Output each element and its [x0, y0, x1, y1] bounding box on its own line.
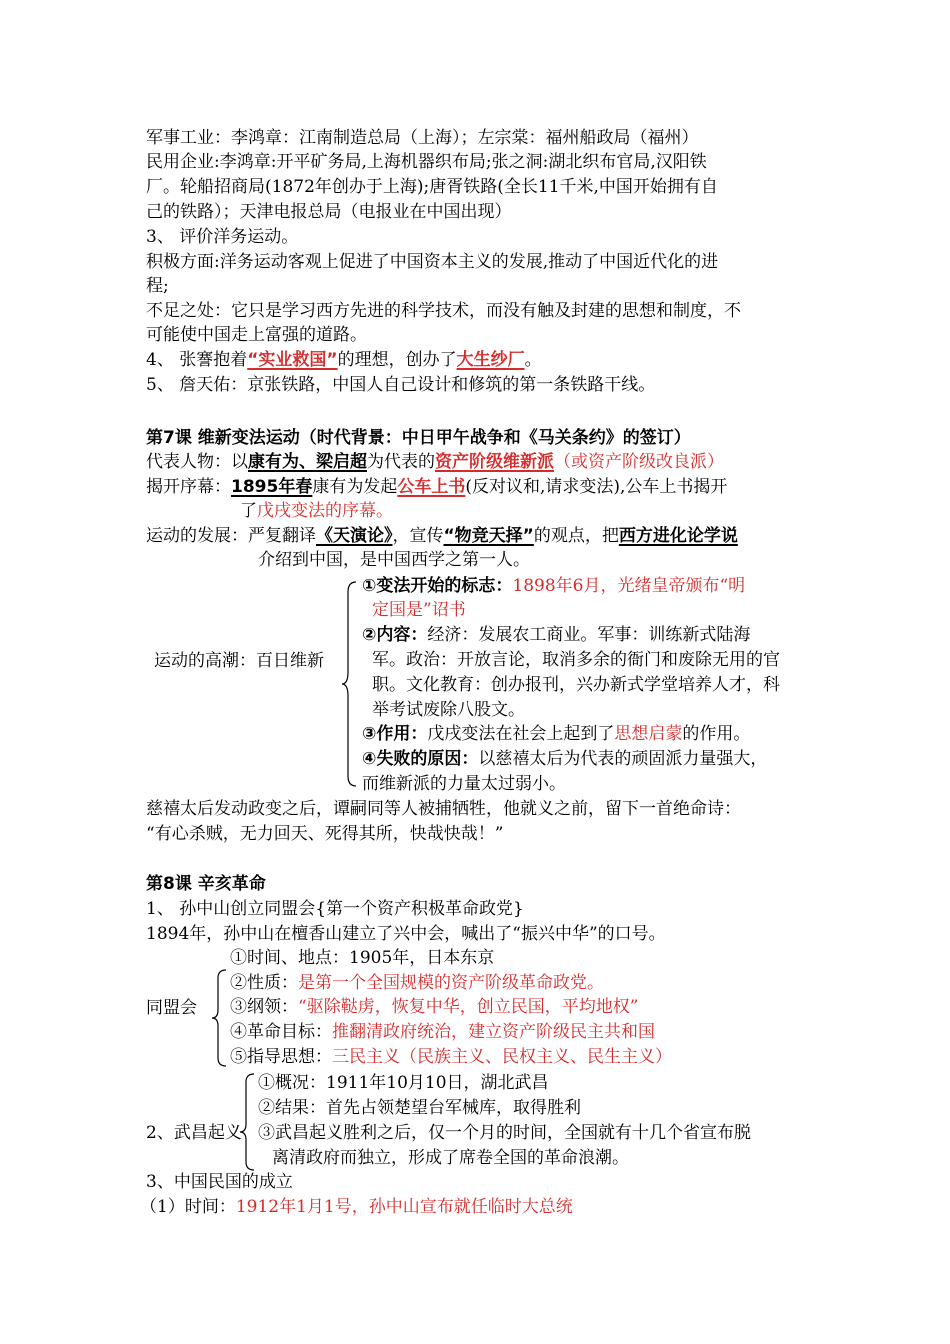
- key-term: 资产阶级维新派: [435, 452, 554, 472]
- text-line: [362, 747, 767, 771]
- text: ，宣传: [392, 526, 444, 546]
- brace-label: 2、武昌起义: [146, 1123, 242, 1143]
- text-line: 慈禧太后发动政变之后，谭嗣同等人被捕牺牲，他就义之前，留下一首绝命诗：: [146, 799, 741, 819]
- text-line: [230, 1045, 672, 1069]
- text: 4、 张謇抱着: [146, 350, 248, 370]
- text: 揭开序幕：: [146, 477, 231, 497]
- text: 。: [524, 350, 542, 370]
- text-line: 民用企业:李鸿章:开平矿务局,上海机器织布局;张之洞:湖北织布官局,汉阳铁: [146, 152, 707, 172]
- key-term: 大生纱厂: [456, 350, 525, 370]
- text-line: ①时间、地点：1905年，日本东京: [230, 948, 495, 968]
- text-line: 厂。轮船招商局(1872年创办于上海);唐胥铁路(全长11千米,中国开始拥有自: [146, 177, 718, 197]
- curly-brace: [212, 968, 228, 1068]
- text-line: [362, 623, 750, 647]
- text-line: ②结果：首先占领楚望台军械库，取得胜利: [258, 1098, 581, 1118]
- text: 的观点，把: [533, 526, 619, 546]
- text: 戊戌变法的序幕。: [257, 501, 393, 521]
- text-line: [230, 1020, 655, 1044]
- text-line: 不足之处：它只是学习西方先进的科学技术，而没有触及封建的思想和制度，不: [146, 301, 741, 321]
- item-label: ③作用：: [362, 724, 428, 744]
- text-line: 而维新派的力量太过弱小。: [362, 774, 566, 794]
- text: ⑤指导思想：: [230, 1047, 332, 1067]
- text: 三民主义（民族主义、民权主义、民生主义）: [332, 1047, 672, 1067]
- item-label: ④失败的原因：: [362, 749, 479, 769]
- text-line: 军事工业：李鸿章：江南制造总局（上海）；左宗棠：福州船政局（福州）: [146, 128, 699, 148]
- text: (反对议和,请求变法),公车上书揭开: [465, 477, 728, 497]
- text-line: 1894年，孙中山在檀香山建立了兴中会，喊出了“振兴中华”的口号。: [146, 924, 666, 944]
- brace-label: 同盟会: [146, 998, 197, 1018]
- text: 的理想，创办了: [337, 350, 457, 370]
- text-line: 举考试废除八股文。: [372, 700, 525, 720]
- lesson-title: 第8课 辛亥革命: [146, 874, 266, 894]
- curly-brace: [342, 580, 358, 788]
- curly-brace: [240, 1072, 256, 1172]
- text: 思想启蒙: [614, 724, 683, 744]
- text-line: 1、 孙中山创立同盟会{第一个资产积极革命政党}: [146, 899, 524, 919]
- key-term: “实业救国”: [247, 350, 338, 370]
- brace-label: 运动的高潮：百日维新: [154, 651, 324, 671]
- text-line: 3、 评价洋务运动。: [146, 227, 299, 247]
- text: 以慈禧太后为代表的顽固派力量强大，: [478, 749, 768, 769]
- text-line: 可能使中国走上富强的道路。: [146, 325, 367, 345]
- key-term: 公车上书: [397, 477, 466, 497]
- text-line: [362, 722, 750, 746]
- text: ③纲领：: [230, 997, 298, 1017]
- text: （或资产阶级改良派）: [554, 452, 724, 472]
- key-term: 西方进化论学说: [618, 526, 738, 546]
- key-term: “物竞天择”: [443, 526, 534, 546]
- text: （1）时间：: [140, 1197, 236, 1217]
- text: “驱除鞑虏，恢复中华，创立民国，平均地权”: [298, 997, 639, 1017]
- text: 是第一个全国规模的资产阶级革命政党。: [298, 973, 604, 993]
- text: 了: [240, 501, 257, 521]
- text: 为代表的: [367, 452, 435, 472]
- text-line: “有心杀贼，无力回天、死得其所，快哉快哉！”: [146, 824, 504, 844]
- text: ④革命目标：: [230, 1022, 332, 1042]
- text: ②性质：: [230, 973, 298, 993]
- text: 戊戌变法在社会上起到了: [427, 724, 615, 744]
- text-line: [146, 450, 724, 474]
- text-line: [146, 524, 738, 548]
- text-line: [146, 475, 727, 499]
- text-line: 3、中国民国的成立: [146, 1172, 293, 1192]
- text-line: 积极方面:洋务运动客观上促进了中国资本主义的发展,推动了中国近代化的进: [146, 252, 719, 272]
- text-line: ①概况：1911年10月10日，湖北武昌: [258, 1073, 549, 1093]
- text-line: [140, 1195, 573, 1219]
- text: 经济：发展农工商业。军事：训练新式陆海: [427, 625, 751, 645]
- text: 代表人物：以: [146, 452, 248, 472]
- text-line: [240, 499, 393, 523]
- text-line: [146, 348, 542, 372]
- lesson-title: 第7课 维新变法运动（时代背景：中日甲午战争和《马关条约》的签订）: [146, 428, 691, 448]
- text-line: [362, 574, 745, 598]
- text: 的作用。: [682, 724, 751, 744]
- item-label: ①变法开始的标志：: [362, 576, 513, 596]
- key-term: 康有为、梁启超: [248, 452, 367, 472]
- text-line: 军。政治：开放言论，取消多余的衙门和废除无用的官: [372, 650, 780, 670]
- text: 1898年6月，光绪皇帝颁布“明: [512, 576, 746, 596]
- text: 推翻清政府统治，建立资产阶级民主共和国: [332, 1022, 655, 1042]
- text-line: [230, 995, 638, 1019]
- text-line: 职。文化教育：创办报刊，兴办新式学堂培养人才，科: [372, 675, 780, 695]
- text: 康有为发起: [312, 477, 398, 497]
- text: 1912年1月1号，孙中山宣布就任临时大总统: [235, 1197, 573, 1217]
- text-line: 定国是”诏书: [372, 600, 466, 620]
- text: 运动的发展：严复翻译: [146, 526, 316, 546]
- text-line: 离清政府而独立，形成了席卷全国的革命浪潮。: [272, 1148, 629, 1168]
- text-line: 5、 詹天佑：京张铁路，中国人自己设计和修筑的第一条铁路干线。: [146, 375, 656, 395]
- key-term: 《天演论》: [316, 526, 393, 546]
- text-line: [230, 971, 604, 995]
- text-line: ③武昌起义胜利之后，仅一个月的时间，全国就有十几个省宣布脱: [258, 1123, 751, 1143]
- text-line: 介绍到中国，是中国西学之第一人。: [258, 550, 530, 570]
- key-term: 1895年春: [231, 477, 313, 497]
- text-line: 程;: [146, 276, 169, 296]
- item-label: ②内容：: [362, 625, 428, 645]
- text-line: 己的铁路）；天津电报总局（电报业在中国出现）: [146, 202, 512, 222]
